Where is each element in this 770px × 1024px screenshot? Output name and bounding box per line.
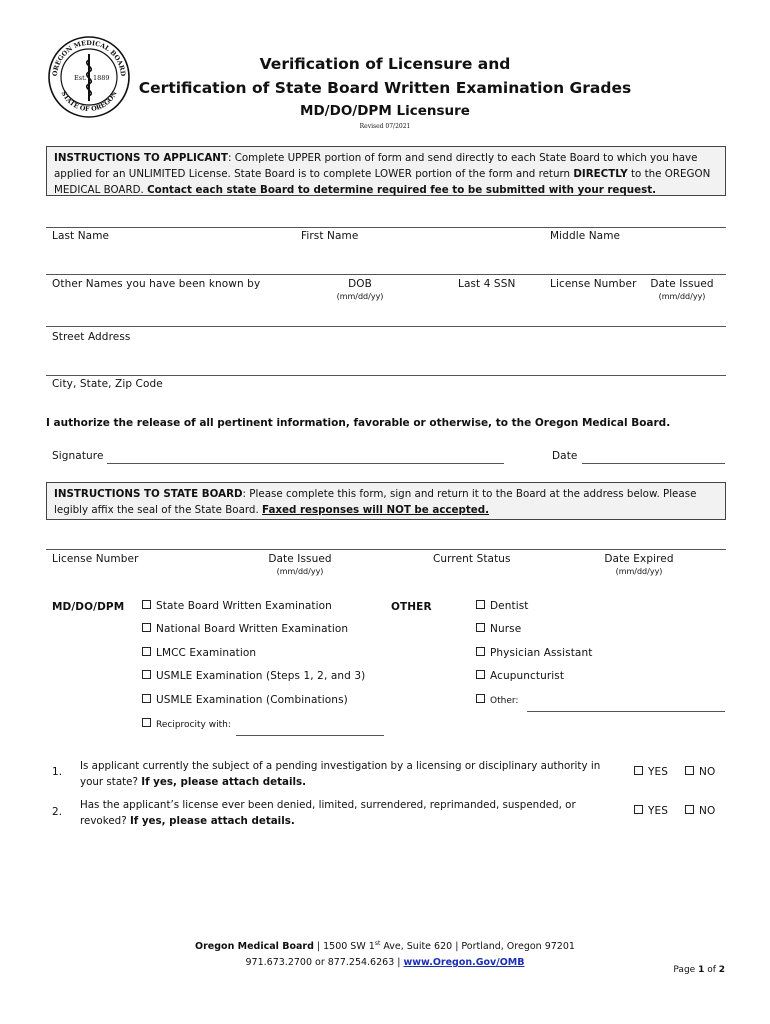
revised-date: Revised 07/2021: [359, 123, 411, 130]
footer-address-b: Ave, Suite 620 | Portland, Oregon 97201: [380, 941, 575, 953]
footer-address: [120, 936, 650, 955]
date-issued-field[interactable]: [644, 278, 720, 301]
divider: [46, 375, 726, 376]
page-current: 1: [698, 965, 705, 975]
checkbox-icon[interactable]: [476, 670, 485, 679]
divider: [46, 549, 726, 550]
checkbox-icon[interactable]: [142, 623, 151, 632]
divider: [46, 274, 726, 275]
question-text: Is applicant currently the subject of a pending investigation by a licensing or disciplinary authority in your state?: [80, 760, 601, 788]
question-text: Has the applicant’s license ever been denied, limited, surrendered, reprimanded, suspended, or revoked?: [80, 799, 576, 827]
checkbox-label: USMLE Examination (Steps 1, 2, and 3): [156, 670, 366, 682]
checkbox-label: Dentist: [490, 600, 529, 612]
fax-warning: Faxed responses will NOT be accepted.: [262, 504, 490, 516]
board-date-issued-format: (mm/dd/yy): [276, 567, 324, 576]
checkbox-acupuncturist[interactable]: [476, 670, 564, 682]
reciprocity-line[interactable]: [236, 735, 384, 736]
current-status-field[interactable]: Current Status: [433, 553, 511, 565]
question-1-no[interactable]: [685, 766, 715, 778]
checkbox-icon[interactable]: [685, 805, 694, 814]
checkbox-other[interactable]: [476, 694, 518, 706]
form-title: [130, 52, 640, 132]
checkbox-icon[interactable]: [142, 718, 151, 727]
checkbox-lmcc-exam[interactable]: [142, 647, 256, 659]
footer-phones: 971.673.2700 or 877.254.6263 |: [245, 957, 404, 969]
seal-est-year: 1889: [93, 74, 110, 82]
checkbox-label: National Board Written Examination: [156, 623, 349, 635]
checkbox-icon[interactable]: [142, 670, 151, 679]
checkbox-label: Acupuncturist: [490, 670, 565, 682]
seal-est-label: Est.: [74, 74, 87, 82]
license-number-field[interactable]: License Number: [550, 278, 637, 290]
no-label: NO: [699, 805, 716, 817]
oregon-medical-board-seal: [48, 36, 130, 118]
checkbox-icon[interactable]: [634, 805, 643, 814]
last4-ssn-field[interactable]: Last 4 SSN: [458, 278, 516, 290]
page-total: 2: [718, 965, 725, 975]
checkbox-icon[interactable]: [685, 766, 694, 775]
date-issued-format: (mm/dd/yy): [658, 292, 706, 301]
question-2-text: [80, 797, 625, 829]
checkbox-label: LMCC Examination: [156, 647, 257, 659]
question-2-no[interactable]: [685, 805, 715, 817]
question-note: If yes, please attach details.: [129, 815, 295, 827]
city-state-zip-field[interactable]: City, State, Zip Code: [52, 378, 163, 390]
form-subtitle: MD/DO/DPM Licensure: [300, 103, 470, 119]
question-note: If yes, please attach details.: [141, 776, 307, 788]
title-line-1: Verification of Licensure and: [259, 55, 511, 73]
checkbox-national-board-exam[interactable]: [142, 623, 348, 635]
checkbox-icon[interactable]: [142, 694, 151, 703]
page-label: Page: [673, 965, 699, 975]
question-2-yes[interactable]: [634, 805, 668, 817]
checkbox-icon[interactable]: [142, 647, 151, 656]
checkbox-icon[interactable]: [476, 694, 485, 703]
directly-emphasis: DIRECTLY: [573, 168, 628, 180]
state-board-instructions: [46, 482, 726, 520]
seal-ring-top: OREGON MEDICAL BOARD: [50, 38, 128, 77]
applicant-instructions: [46, 146, 726, 196]
footer-contact: [120, 955, 650, 971]
title-line-2: Certification of State Board Written Examination Grades: [138, 79, 632, 97]
page-number: [673, 965, 725, 975]
date-expired-label: Date Expired: [604, 553, 674, 565]
fee-notice: Contact each state Board to determine required fee to be submitted with your request.: [147, 184, 657, 196]
yes-label: YES: [648, 766, 669, 778]
checkbox-reciprocity[interactable]: [142, 718, 231, 730]
applicant-instructions-text: : Complete UPPER portion of form and send directly to each State Board to which you have applied for an UNLIMITED License. State Board is to complete LOWER portion of the form and return: [54, 152, 698, 180]
board-date-issued-label: Date Issued: [268, 553, 332, 565]
signature-line[interactable]: [107, 463, 504, 464]
applicant-instructions-text-2: to the OREGON MEDICAL BOARD.: [54, 168, 711, 196]
checkbox-icon[interactable]: [476, 647, 485, 656]
first-name-field[interactable]: First Name: [301, 230, 359, 242]
date-issued-label: Date Issued: [650, 278, 714, 290]
date-label: Date: [552, 450, 578, 462]
checkbox-label: USMLE Examination (Combinations): [156, 694, 348, 706]
checkbox-physician-assistant[interactable]: [476, 647, 592, 659]
state-board-instructions-label: INSTRUCTIONS TO STATE BOARD: [54, 488, 243, 500]
date-expired-format: (mm/dd/yy): [615, 567, 663, 576]
no-label: NO: [699, 766, 716, 778]
divider: [46, 227, 726, 228]
question-2-number: 2.: [52, 806, 63, 818]
last-name-field[interactable]: Last Name: [52, 230, 110, 242]
question-1-number: 1.: [52, 766, 63, 778]
middle-name-field[interactable]: Middle Name: [550, 230, 621, 242]
checkbox-usmle-steps[interactable]: [142, 670, 365, 682]
md-do-dpm-label: MD/DO/DPM: [52, 601, 125, 613]
other-label: OTHER: [391, 601, 432, 613]
divider: [46, 326, 726, 327]
checkbox-dentist[interactable]: [476, 600, 529, 612]
dob-label: DOB: [348, 278, 372, 290]
checkbox-icon[interactable]: [476, 623, 485, 632]
footer-address-sup: st: [374, 940, 381, 947]
checkbox-label: State Board Written Examination: [156, 600, 332, 612]
street-address-field[interactable]: Street Address: [52, 331, 131, 343]
board-date-issued-field[interactable]: [250, 553, 350, 576]
question-1-yes[interactable]: [634, 766, 668, 778]
seal-ring-bottom: STATE OF OREGON: [59, 89, 119, 114]
dob-format: (mm/dd/yy): [336, 292, 384, 301]
question-1-text: [80, 758, 625, 790]
footer-org: Oregon Medical Board: [195, 941, 314, 953]
checkbox-nurse[interactable]: [476, 623, 521, 635]
website-link[interactable]: www.Oregon.Gov/OMB: [403, 957, 525, 969]
other-names-field[interactable]: Other Names you have been known by: [52, 278, 261, 290]
page-of: of: [704, 965, 719, 975]
checkbox-icon[interactable]: [476, 600, 485, 609]
checkbox-icon[interactable]: [634, 766, 643, 775]
board-license-number-field[interactable]: License Number: [52, 553, 139, 565]
checkbox-usmle-combinations[interactable]: [142, 694, 348, 706]
checkbox-label: Physician Assistant: [490, 647, 593, 659]
checkbox-state-board-exam[interactable]: [142, 600, 332, 612]
yes-label: YES: [648, 805, 669, 817]
footer-address-a: | 1500 SW 1: [313, 941, 375, 953]
applicant-instructions-label: INSTRUCTIONS TO APPLICANT: [54, 152, 228, 164]
signature-label: Signature: [52, 450, 104, 462]
other-line[interactable]: [527, 711, 725, 712]
checkbox-label: Other:: [490, 696, 519, 706]
dob-field[interactable]: [310, 278, 410, 301]
footer: [120, 936, 650, 971]
checkbox-label: Reciprocity with:: [156, 720, 231, 730]
checkbox-label: Nurse: [490, 623, 522, 635]
date-expired-field[interactable]: [594, 553, 684, 576]
authorization-statement: I authorize the release of all pertinent information, favorable or otherwise, to the Oregon Medical Board.: [46, 417, 671, 429]
state-board-instructions-text: : Please complete this form, sign and return it to the Board at the address below. Please legibly affix the seal of the State Board.: [54, 488, 697, 516]
date-line[interactable]: [582, 463, 725, 464]
checkbox-icon[interactable]: [142, 600, 151, 609]
